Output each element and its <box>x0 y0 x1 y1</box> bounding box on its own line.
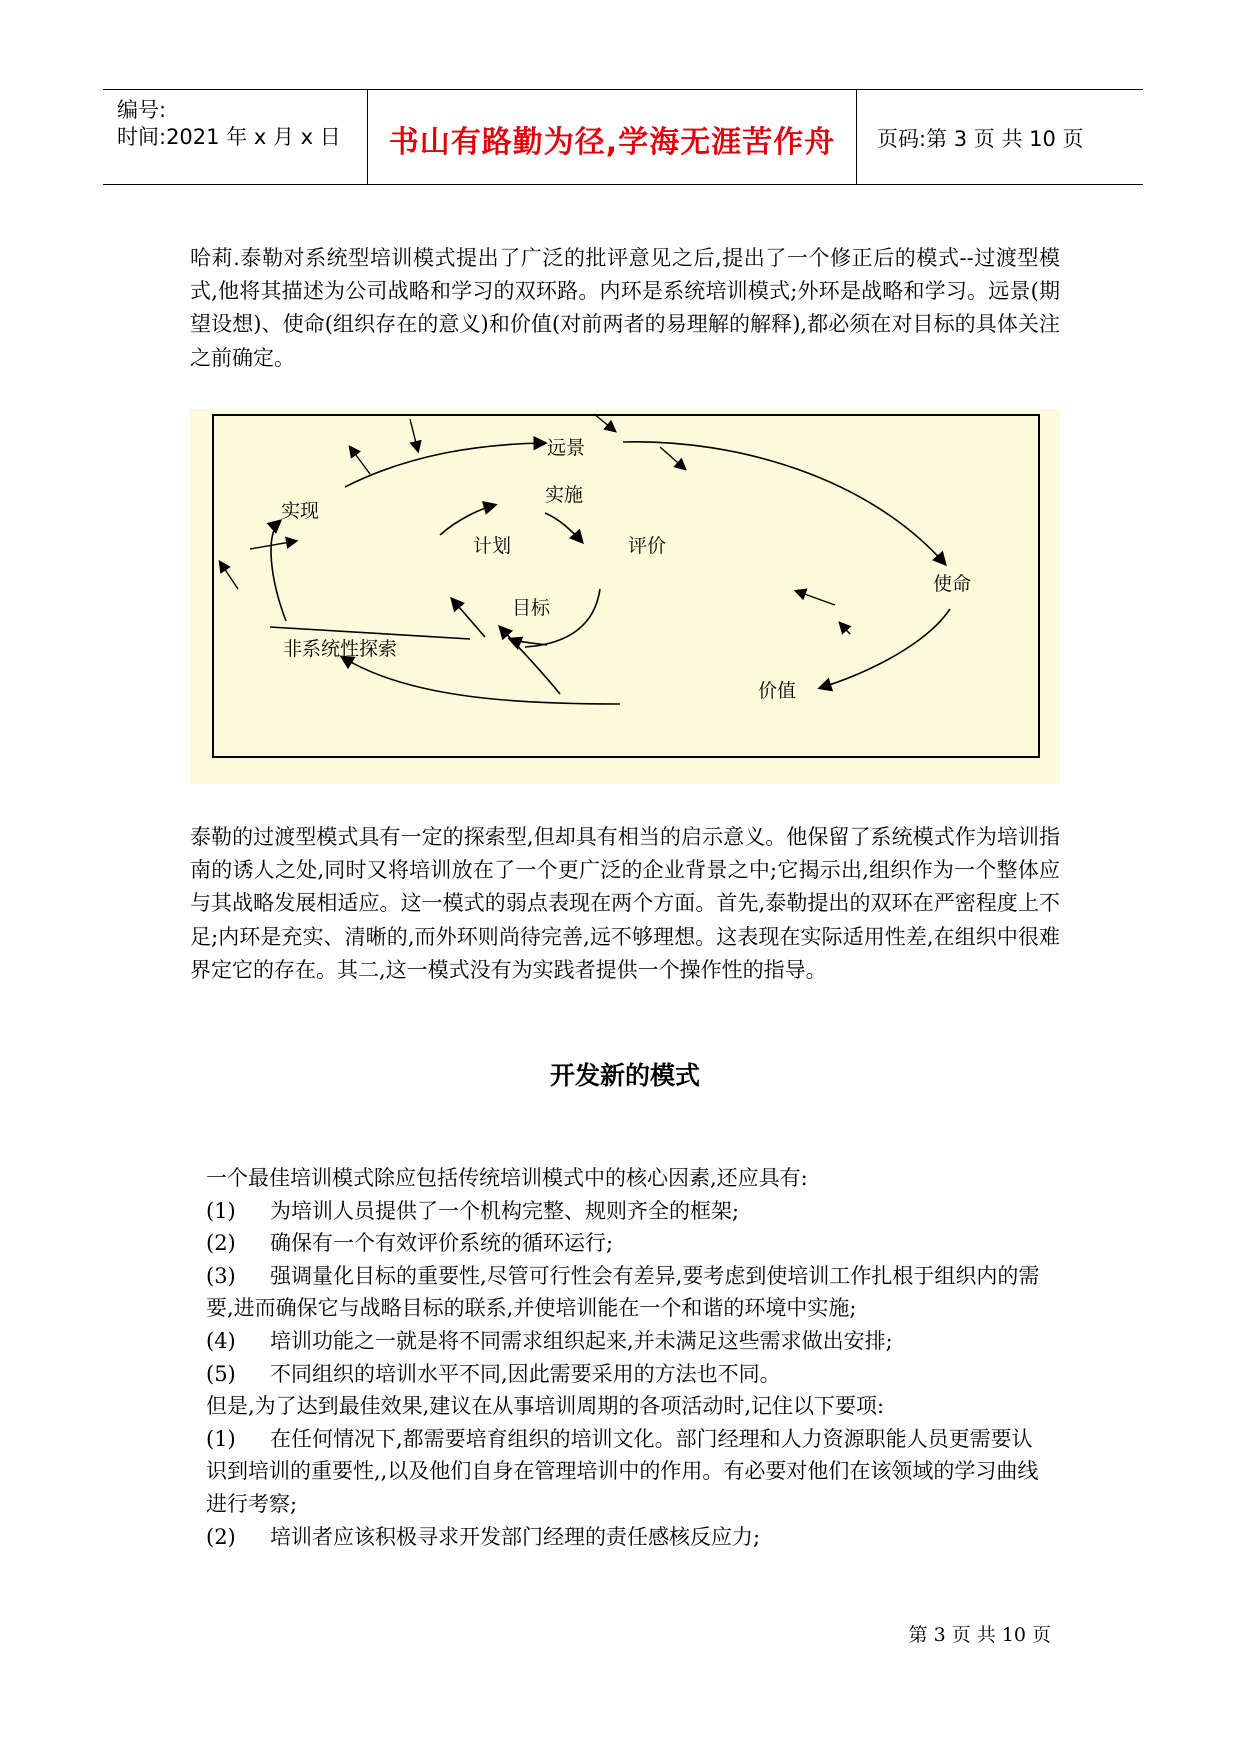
label-nonsystem: 非系统性探索 <box>283 638 398 660</box>
list-item-text: 在任何情况下,都需要培育组织的培训文化。部门经理和人力资源职能人员更需要认识到培训的重要性,,以及他们自身在管理培训中的作用。有必要对他们在该领域的学习曲线进行考察; <box>206 1426 1039 1516</box>
inner-arc-to-evaluate <box>545 513 582 542</box>
label-value: 价值 <box>758 680 797 702</box>
label-vision: 远景 <box>547 437 586 459</box>
list-item-text: 培训功能之一就是将不同需求组织起来,并未满足这些需求做出安排; <box>270 1328 893 1353</box>
inner-arc-to-implement <box>440 505 495 535</box>
paragraph-analysis <box>190 821 1060 987</box>
time-label: 时间:2021 年 x 月 x 日 <box>117 125 341 149</box>
list-item-number: (3) <box>206 1263 236 1288</box>
list-item-number: (5) <box>206 1361 236 1386</box>
page-header <box>103 89 1143 185</box>
motto: 书山有路勤为径,学海无涯苦作舟 <box>388 125 836 160</box>
list-item <box>206 1521 1052 1554</box>
list-item-number: (2) <box>206 1231 236 1256</box>
header-right-cell <box>857 90 1143 184</box>
list-item-text: 确保有一个有效评价系统的循环运行; <box>270 1231 614 1256</box>
arrow-small-7 <box>796 591 835 605</box>
list-item-text: 为培训人员提供了一个机构完整、规则齐全的框架; <box>270 1198 740 1223</box>
label-mission: 使命 <box>933 573 972 595</box>
list-item <box>206 1358 1052 1391</box>
paragraph-intro <box>190 242 1060 375</box>
list-item-text: 不同组织的培训水平不同,因此需要采用的方法也不同。 <box>270 1361 781 1386</box>
arrow-small-5 <box>220 562 238 589</box>
list-item-text: 培训者应该积极寻求开发部门经理的责任感核反应力; <box>270 1524 761 1549</box>
paragraph-analysis-text: 泰勒的过渡型模式具有一定的探索型,但却具有相当的启示意义。他保留了系统模式作为培训指南的诱人之处,同时又将培训放在了一个更广泛的企业背景之中;它揭示出,组织作为一个整体应与其战略发展相适应。这一模式的弱点表现在两个方面。首先,泰勒提出的双环在严密程度上不足;内环是充实、清晰的,而外环则尚待完善,远不够理想。这表现在实际适用性差,在组织中很难界定它的存在。其二,这一模式没有为实践者提供一个操作性的指导。 <box>190 825 1060 982</box>
code-label: 编号: <box>117 98 167 122</box>
list-item-text: 强调量化目标的重要性,尽管可行性会有差异,要考虑到使培训工作扎根于组织内的需要,进而确保它与战略目标的联系,并使培训能在一个和谐的环境中实施; <box>206 1263 1040 1321</box>
list-item-number: (2) <box>206 1524 236 1549</box>
label-realize: 实现 <box>281 500 320 522</box>
value-to-goal <box>500 627 560 694</box>
recommendation-list <box>206 1162 1052 1553</box>
list-item-number: (1) <box>206 1426 236 1451</box>
paragraph-intro-text: 哈莉.泰勒对系统型培训模式提出了广泛的批评意见之后,提出了一个修正后的模式--过渡型模式,他将其描述为公司战略和学习的双环路。内环是系统培训模式;外环是战略和学习。远景(期望设想)、使命(组织存在的意义)和价值(对前两者的易理解的解释),都必须在对目标的具体关注之前确定。 <box>190 246 1060 370</box>
goal-to-plan <box>452 599 485 637</box>
arrow-small-1 <box>410 419 418 451</box>
header-left-cell <box>103 90 368 184</box>
list-intro: 一个最佳培训模式除应包括传统培训模式中的核心因素,还应具有: <box>206 1166 808 1190</box>
label-goal: 目标 <box>512 597 551 619</box>
label-implement: 实施 <box>545 484 584 506</box>
header-middle-cell <box>368 90 857 184</box>
arrow-small-6 <box>250 541 296 549</box>
list-item-number: (4) <box>206 1328 236 1353</box>
double-loop-diagram <box>190 409 1060 784</box>
diagram-svg <box>190 409 1060 784</box>
outer-arc-to-nonsystem <box>342 657 620 704</box>
section-title: 开发新的模式 <box>549 1061 700 1090</box>
label-evaluate: 评价 <box>628 535 667 557</box>
arrow-small-2 <box>350 447 370 474</box>
list-item <box>206 1325 1052 1358</box>
list-item <box>206 1227 1052 1260</box>
list-intro-2: 但是,为了达到最佳效果,建议在从事培训周期的各项活动时,记住以下要项: <box>206 1394 885 1419</box>
page-number-label: 页码:第 3 页 共 10 页 <box>877 127 1084 151</box>
list-item-number: (1) <box>206 1198 236 1223</box>
list-item <box>206 1195 1052 1228</box>
diagram-frame <box>213 415 1039 757</box>
arrow-small-4 <box>660 447 685 469</box>
arrow-small-3 <box>594 414 615 431</box>
outer-arc-to-vision <box>345 443 545 487</box>
outer-arc-to-realize <box>271 521 286 621</box>
list-item <box>206 1260 1052 1325</box>
label-plan: 计划 <box>473 535 512 557</box>
list-item <box>206 1423 1052 1521</box>
page-footer: 第 3 页 共 10 页 <box>908 1624 1051 1646</box>
arrow-small-8 <box>840 623 850 634</box>
outer-arc-to-value <box>820 609 950 688</box>
outer-arc-to-mission <box>623 442 945 564</box>
